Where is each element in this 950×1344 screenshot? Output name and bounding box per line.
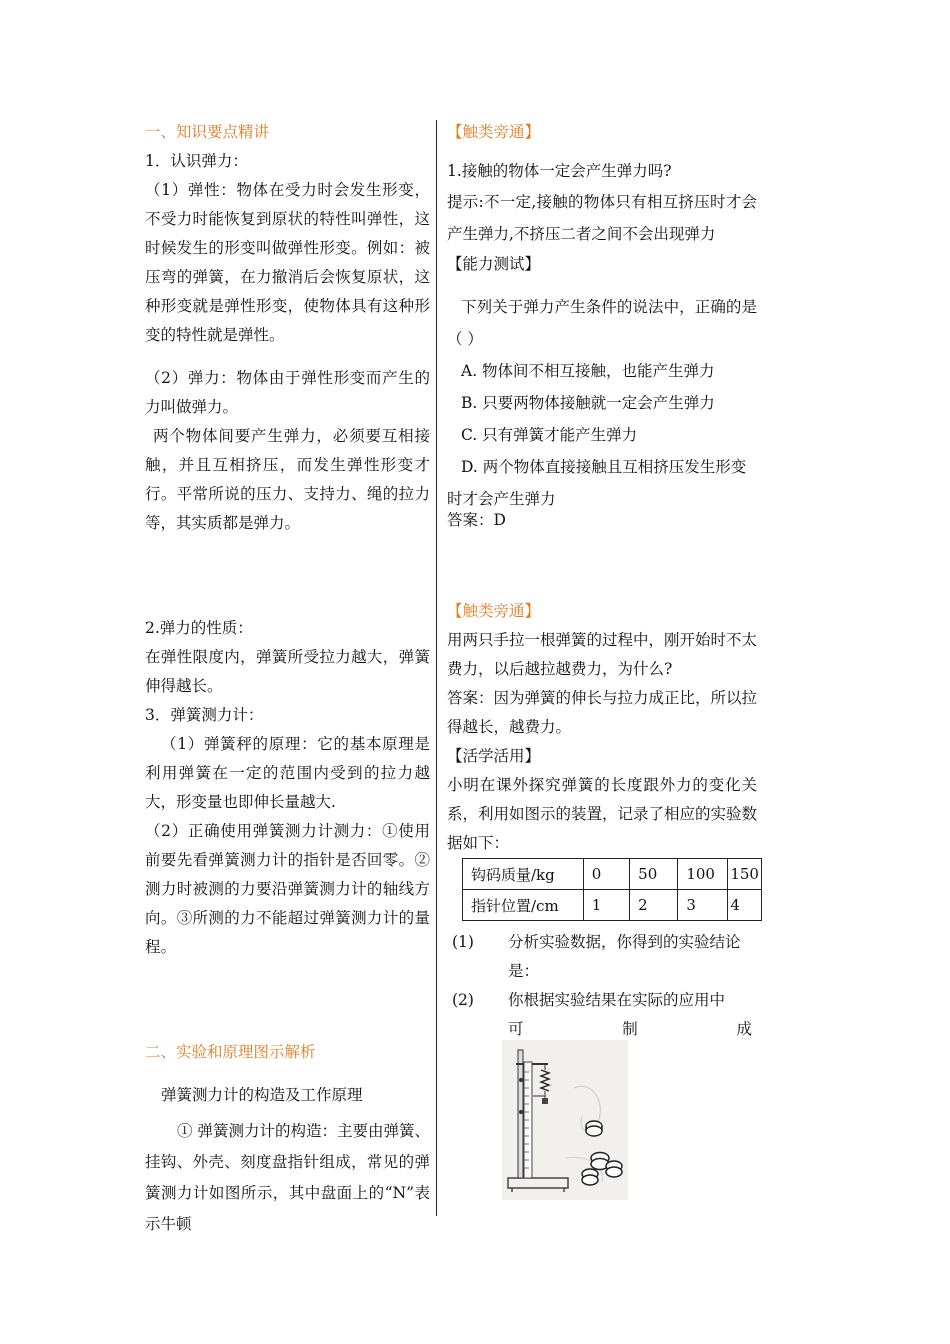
tag-ability-test: 【能力测试】: [447, 255, 541, 273]
table-cell: 150: [728, 859, 762, 890]
sub-question-text: 分析实验数据，你得到的实验结论是：: [508, 933, 741, 980]
tag-apply: 【活学活用】: [447, 747, 541, 765]
question-2: 用两只手拉一根弹簧的过程中，刚开始时不太费力，以后越拉越费力，为什么?: [447, 631, 758, 678]
answer-1: 答案：D: [447, 511, 506, 529]
option-c: C. 只有弹簧才能产生弹力: [461, 426, 638, 444]
table-cell: 50: [630, 859, 678, 890]
force-definition: （2）弹力：物体由于弹性形变而产生的力叫做弹力。: [145, 369, 430, 416]
s3-usage: （2）正确使用弹簧测力计测力：①使用前要先看弹簧测力计的指针是否回零。②测力时被测的力要沿弹簧测力计的轴线方向。③所测的力不能超过弹簧测力计的量程。: [145, 822, 430, 956]
table-row: [463, 890, 762, 921]
sub-question-body: [508, 986, 752, 1044]
section1-title: 一、知识要点精讲: [145, 123, 270, 141]
sub-question-2: [452, 986, 752, 1044]
section2-title: 二、实验和原理图示解析: [145, 1043, 316, 1061]
option-b: B. 只要两物体接触就一定会产生弹力: [461, 394, 715, 412]
s2-heading: 2.弹力的性质：: [145, 619, 253, 637]
table-cell: 指针位置/cm: [463, 890, 584, 921]
table-cell: 2: [630, 890, 678, 921]
sub-question-text: 你根据实验结果在实际的应用中: [508, 991, 726, 1009]
spring-stand-apparatus-image: [502, 1040, 628, 1200]
s4-heading: 弹簧测力计的构造及工作原理: [161, 1086, 363, 1104]
hint-1: 提示:不一定,接触的物体只有相互挤压时才会产生弹力,不挤压二者之间不会出现弹力: [447, 193, 757, 243]
question-1: 1.接触的物体一定会产生弹力吗?: [447, 162, 672, 180]
task-text: 小明在课外探究弹簧的长度跟外力的变化关系，利用如图示的装置，记录了相应的实验数据如下：: [447, 776, 758, 852]
spread-word: 可: [508, 1020, 524, 1038]
sub-question-number: (1): [452, 933, 474, 951]
left-column: [145, 118, 430, 1240]
table-cell: 100: [678, 859, 728, 890]
option-a: A. 物体间不相互接触，也能产生弹力: [461, 362, 715, 380]
spread-word: 成: [736, 1020, 752, 1038]
right-column: [447, 118, 757, 858]
options-list: [447, 355, 757, 451]
s3-principle: （1）弹簧秤的原理：它的基本原理是利用弹簧在一定的范围内受到的拉力越大，形变量也即伸长量越大.: [145, 735, 430, 811]
column-divider: [436, 120, 437, 1216]
s3-heading: 3．弹簧测力计：: [145, 706, 264, 724]
table-cell: 4: [728, 890, 762, 921]
s2-text: 在弹性限度内，弹簧所受拉力越大，弹簧伸得越长。: [145, 648, 430, 695]
table-cell: 0: [583, 859, 629, 890]
sub-question-number: (2): [452, 991, 474, 1009]
weight-icon: [586, 1121, 602, 1136]
answer-2: 答案：因为弹簧的伸长与拉力成正比，所以拉得越长，越费力。: [447, 689, 758, 736]
sub-questions: [452, 928, 752, 1044]
table-cell: 1: [583, 890, 629, 921]
table-row: [463, 859, 762, 890]
sub-question-1: [452, 928, 752, 986]
s1-heading: 1．认识弹力：: [145, 152, 248, 170]
option-d: D. 两个物体直接接触且互相挤压发生形变时才会产生弹力: [447, 458, 747, 508]
test-question: 下列关于弹力产生条件的说法中，正确的是（ ）: [447, 298, 757, 348]
spread-word: 制: [622, 1020, 638, 1038]
s4-text: ① 弹簧测力计的构造：主要由弹簧、挂钩、外壳、刻度盘指针组成，常见的弹簧测力计如图所示，其中盘面上的“N”表示牛顿: [145, 1122, 430, 1233]
table-cell: 钩码质量/kg: [463, 859, 584, 890]
elasticity-paragraph: （1）弹性：物体在受力时会发生形变，不受力时能恢复到原状的特性叫弹性，这时候发生的形变叫做弹性形变。例如：被压弯的弹簧，在力撤消后会恢复原状，这种形变就是弹性形变，使物体具有这种形变的特性就是弹性。: [145, 181, 430, 344]
tag-analogy-2: 【触类旁通】: [447, 602, 541, 620]
data-table: [462, 858, 762, 921]
tag-analogy-1: 【触类旁通】: [447, 123, 541, 141]
force-condition: 两个物体间要产生弹力，必须要互相接触，并且互相挤压，而发生弹性形变才行。平常所说的压力、支持力、绳的拉力等，其实质都是弹力。: [145, 427, 430, 532]
table-cell: 3: [678, 890, 728, 921]
